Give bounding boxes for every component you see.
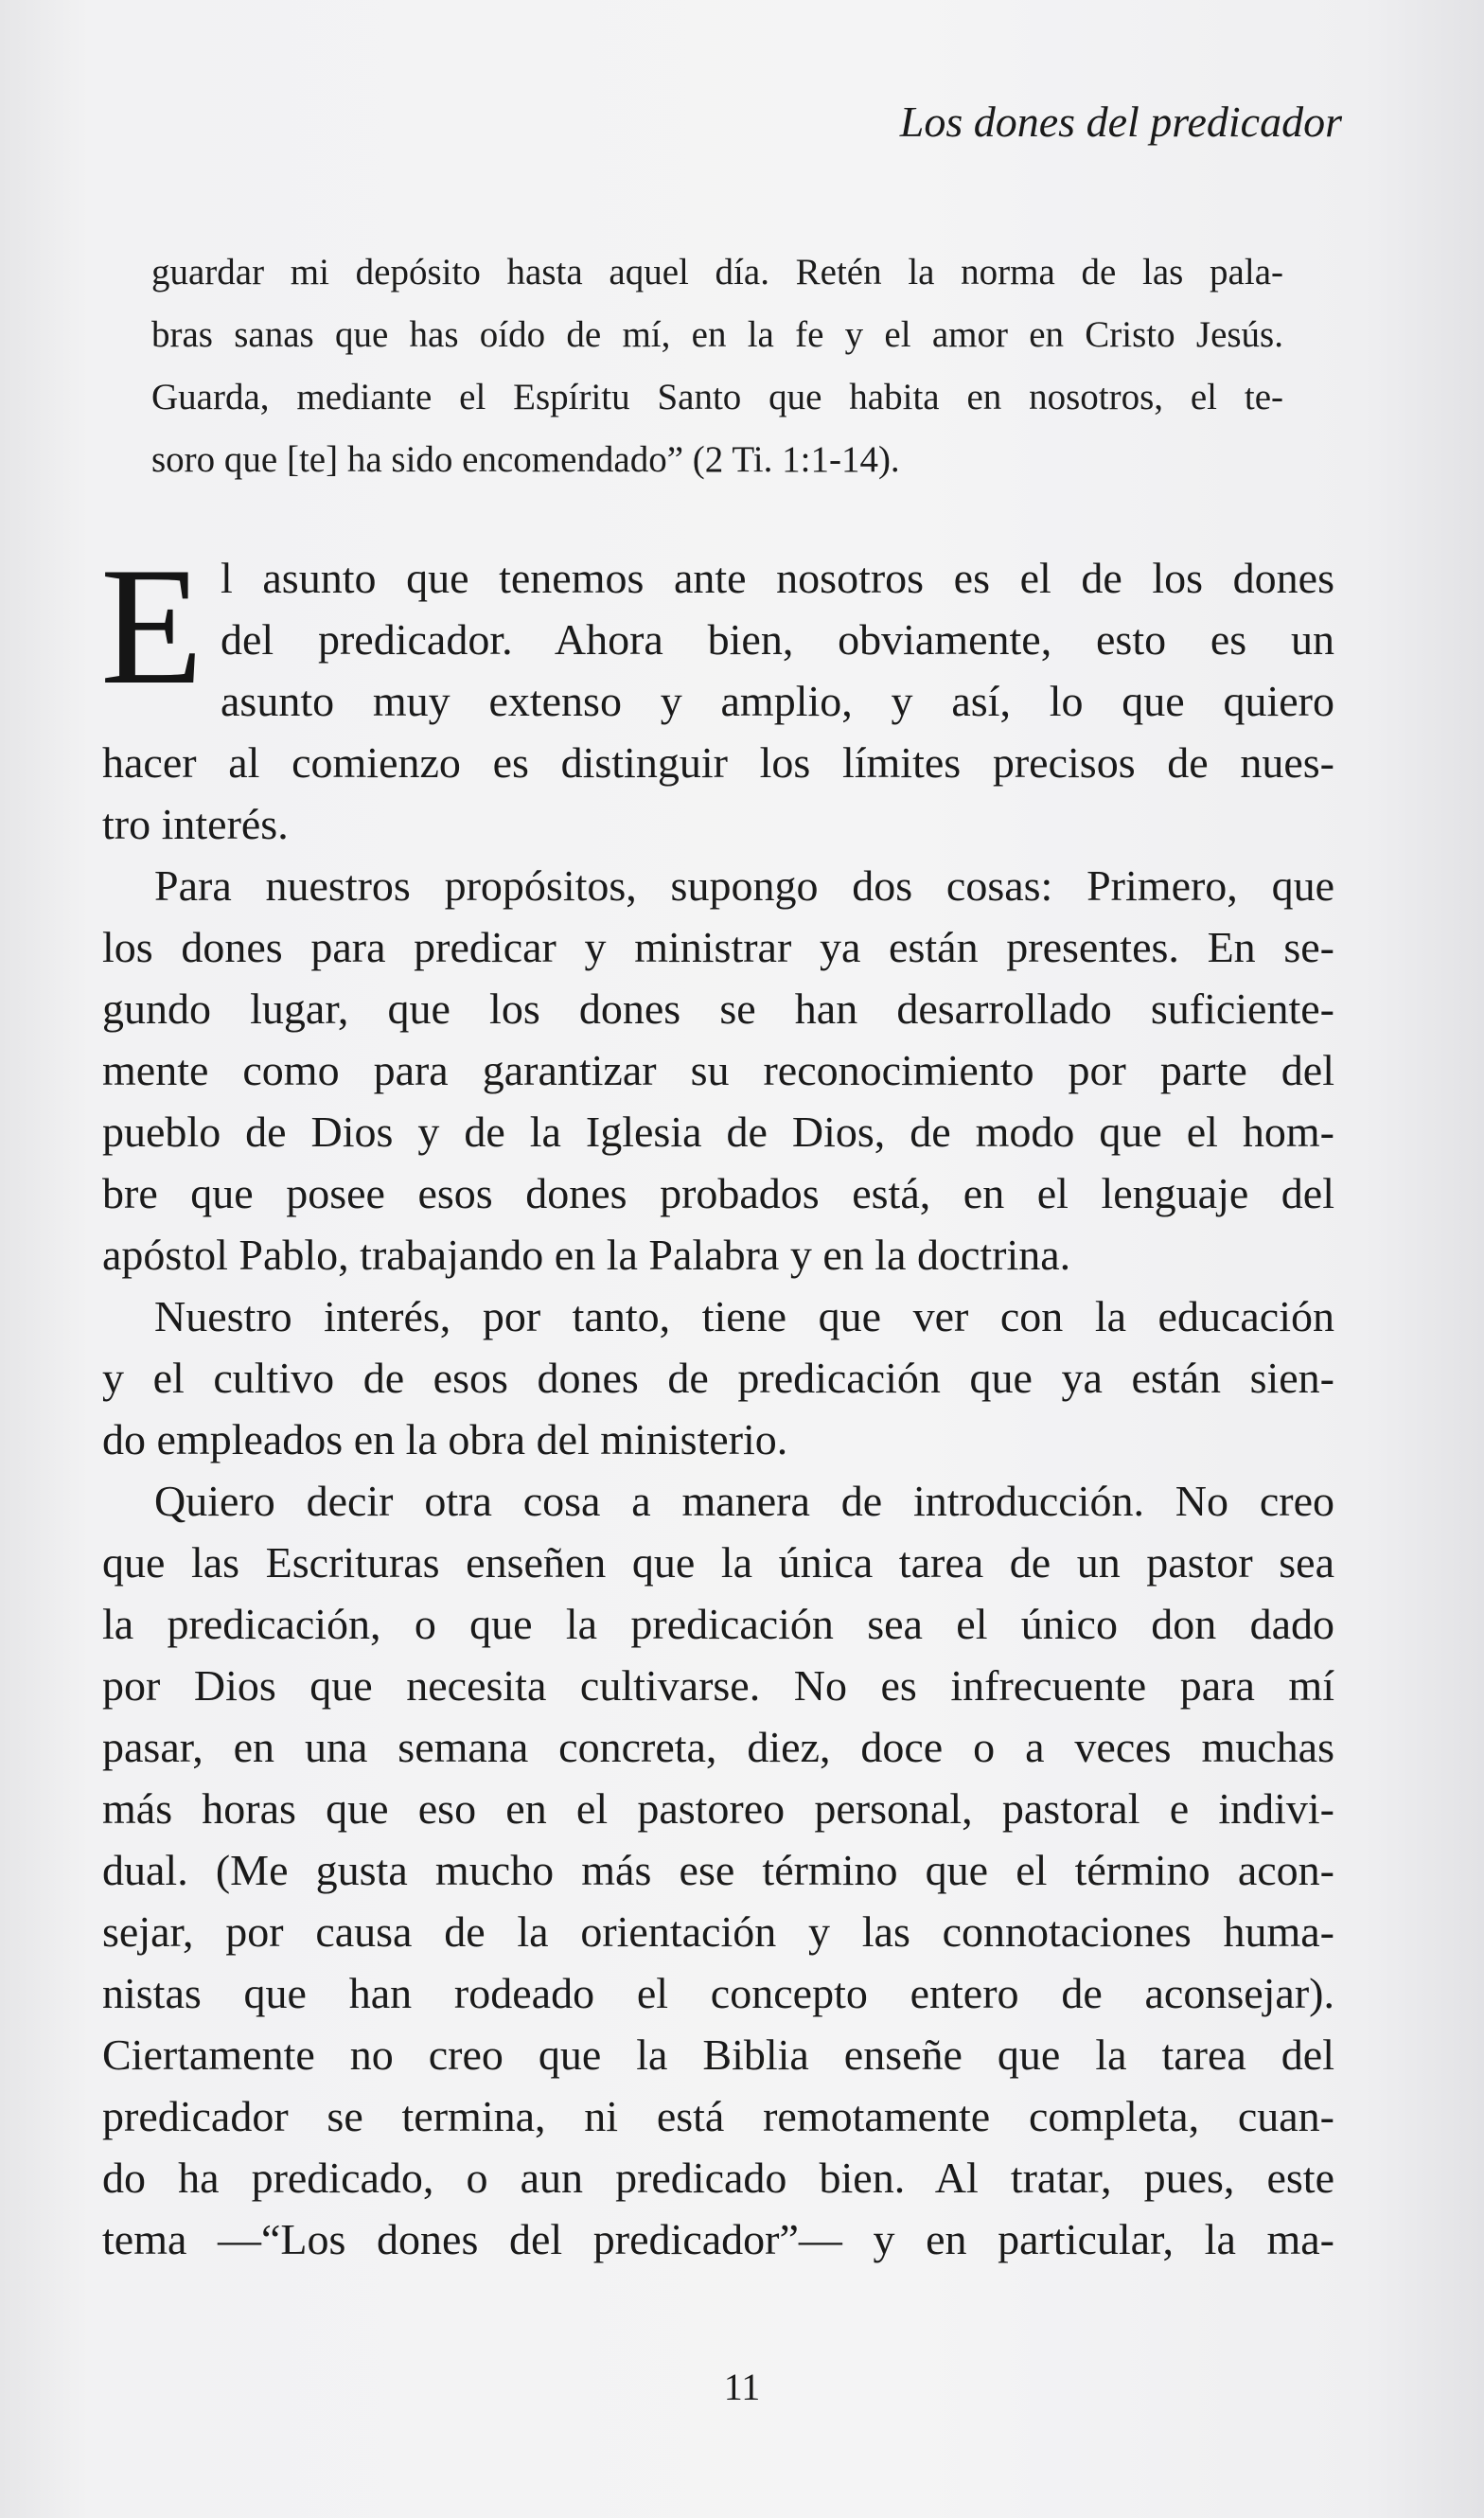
text-line: Para nuestros propósitos, supongo dos cosas: Primero, que xyxy=(154,861,1334,910)
text-line: tro interés. xyxy=(102,800,289,848)
scripture-quote xyxy=(151,241,1283,491)
text-line: por Dios que necesita cultivarse. No es infrecuente para mí xyxy=(102,1661,1334,1710)
text-line: pasar, en una semana concreta, diez, doce o a veces muchas xyxy=(102,1723,1334,1771)
text-line: pueblo de Dios y de la Iglesia de Dios, de modo que el hom- xyxy=(102,1108,1334,1156)
drop-cap: E xyxy=(100,532,203,719)
text-line: Ciertamente no creo que la Biblia enseñe que la tarea del xyxy=(102,2030,1334,2079)
text-line: asunto muy extenso y amplio, y así, lo que quiero xyxy=(221,677,1334,725)
text-line: l asunto que tenemos ante nosotros es el de los dones xyxy=(221,554,1334,602)
quote-line: Guarda, mediante el Espíritu Santo que habita en nosotros, el te- xyxy=(151,377,1283,417)
body-text xyxy=(100,532,1334,2270)
text-line: del predicador. Ahora bien, obviamente, esto es un xyxy=(221,615,1334,664)
text-line: mente como para garantizar su reconocimiento por parte del xyxy=(102,1046,1334,1094)
quote-line: guardar mi depósito hasta aquel día. Retén la norma de las pala- xyxy=(151,252,1283,293)
text-line: do ha predicado, o aun predicado bien. Al tratar, pues, este xyxy=(102,2154,1334,2202)
text-line: que las Escrituras enseñen que la única tarea de un pastor sea xyxy=(102,1538,1334,1587)
text-line: nistas que han rodeado el concepto entero de aconsejar). xyxy=(102,1969,1334,2017)
text-line: gundo lugar, que los dones se han desarrollado suficiente- xyxy=(102,984,1334,1033)
text-line: predicador se termina, ni está remotamente completa, cuan- xyxy=(102,2092,1334,2140)
text-line: hacer al comienzo es distinguir los límites precisos de nues- xyxy=(102,738,1334,787)
text-line: sejar, por causa de la orientación y las connotaciones huma- xyxy=(102,1907,1334,1956)
opening-paragraph xyxy=(100,532,1334,855)
text-line: dual. (Me gusta mucho más ese término que el término acon- xyxy=(102,1846,1334,1894)
quote-line: soro que [te] ha sido encomendado” (2 Ti. 1:1-14). xyxy=(151,439,900,480)
text-line: la predicación, o que la predicación sea el único don dado xyxy=(102,1600,1334,1648)
text-line: más horas que eso en el pastoreo personal, pastoral e indivi- xyxy=(102,1784,1334,1833)
text-line: los dones para predicar y ministrar ya están presentes. En se- xyxy=(102,923,1334,971)
text-line: Quiero decir otra cosa a manera de introducción. No creo xyxy=(154,1477,1334,1525)
running-head: Los dones del predicador xyxy=(899,98,1342,146)
quote-line: bras sanas que has oído de mí, en la fe y el amor en Cristo Jesús. xyxy=(151,314,1283,355)
text-line: apóstol Pablo, trabajando en la Palabra y en la doctrina. xyxy=(102,1231,1071,1279)
text-line: tema —“Los dones del predicador”— y en particular, la ma- xyxy=(102,2215,1334,2263)
page-number: 11 xyxy=(723,2366,761,2408)
text-line: Nuestro interés, por tanto, tiene que ver con la educación xyxy=(154,1292,1334,1340)
text-line: y el cultivo de esos dones de predicación que ya están sien- xyxy=(102,1354,1334,1402)
text-line: bre que posee esos dones probados está, en el lenguaje del xyxy=(102,1169,1334,1217)
text-line: do empleados en la obra del ministerio. xyxy=(102,1415,788,1463)
